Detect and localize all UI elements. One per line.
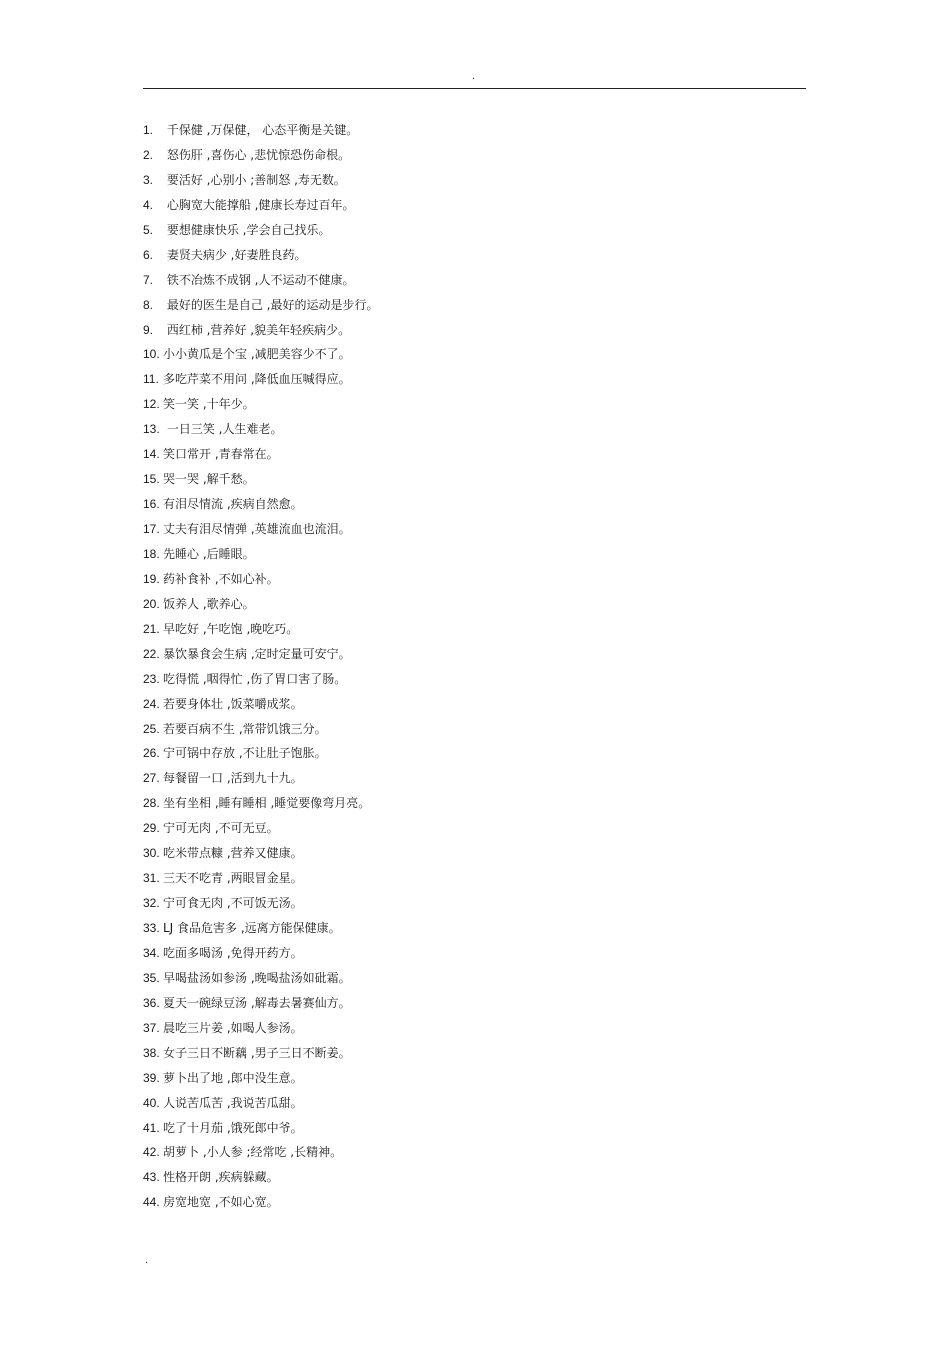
item-number: 9.	[143, 322, 154, 337]
item-text: 吃得慌 ,咽得忙 ,伤了胃口害了肠。	[163, 671, 347, 686]
item-number: 10.	[143, 347, 160, 362]
list-item	[143, 243, 378, 268]
item-text: 要想健康快乐 ,学会自己找乐。	[163, 222, 331, 237]
item-number: 30.	[143, 846, 160, 861]
list-item	[143, 1041, 378, 1066]
list-item	[143, 841, 378, 866]
item-text: 宁可无肉 ,不可无豆。	[163, 821, 279, 836]
item-text: 有泪尽情流 ,疾病自然愈。	[163, 497, 303, 512]
item-number: 27.	[143, 771, 160, 786]
list-item	[143, 168, 378, 193]
item-number: 28.	[143, 796, 160, 811]
item-number: 36.	[143, 995, 160, 1010]
item-text: 女子三日不断藕 ,男子三日不断姜。	[163, 1045, 351, 1060]
item-text: 宁可食无肉 ,不可饭无汤。	[163, 896, 303, 911]
list-item	[143, 268, 378, 293]
item-text: 若要百病不生 ,常带饥饿三分。	[163, 721, 327, 736]
item-number: 31.	[143, 871, 160, 886]
list-item	[143, 367, 378, 392]
proverb-list	[143, 118, 378, 1215]
list-item	[143, 617, 378, 642]
list-item	[143, 766, 378, 791]
list-item	[143, 966, 378, 991]
item-number: 42.	[143, 1145, 160, 1160]
item-text: 夏天一碗绿豆汤 ,解毒去暑赛仙方。	[163, 995, 351, 1010]
list-item	[143, 492, 378, 517]
item-text: 吃了十月茄 ,饿死郎中爷。	[163, 1120, 303, 1135]
item-number: 19.	[143, 571, 160, 586]
item-text: 千保健 ,万保健， 心态平衡是关键。	[163, 123, 359, 137]
item-number: 7.	[143, 272, 154, 287]
item-number: 14.	[143, 447, 160, 462]
header-mark: .	[472, 71, 476, 82]
list-item	[143, 392, 378, 417]
list-item	[143, 941, 378, 966]
item-number: 11.	[143, 372, 159, 387]
item-text: 西红柿 ,营养好 ,貌美年轻疾病少。	[163, 322, 351, 337]
list-item	[143, 791, 378, 816]
item-text: 药补食补 ,不如心补。	[163, 571, 279, 586]
list-item	[143, 342, 378, 367]
item-text: 最好的医生是自己 ,最好的运动是步行。	[163, 297, 379, 312]
item-text: 一日三笑 ,人生难老。	[163, 422, 283, 437]
item-text: 胡萝卜 ,小人参 ;经常吃 ,长精神。	[163, 1145, 343, 1160]
list-item	[143, 1016, 378, 1041]
item-text: 丈夫有泪尽情弹 ,英雄流血也流泪。	[163, 522, 351, 536]
item-text: 要活好 ,心别小 ;善制怒 ,寿无数。	[163, 172, 346, 187]
item-number: 22.	[143, 646, 160, 661]
item-text: 早喝盐汤如参汤 ,晚喝盐汤如砒霜。	[163, 970, 351, 985]
item-text: 坐有坐相 ,睡有睡相 ,睡觉要像弯月亮。	[163, 796, 371, 811]
header-rule	[143, 88, 806, 89]
item-number: 16.	[143, 497, 160, 512]
item-number: 4.	[143, 197, 154, 212]
item-number: 21.	[143, 621, 160, 636]
item-text: 铁不冶炼不成钢 ,人不运动不健康。	[163, 272, 355, 287]
list-item	[143, 118, 378, 143]
item-number: 26.	[143, 746, 160, 761]
item-text: 多吃芹菜不用问 ,降低血压喊得应。	[163, 372, 351, 387]
list-item	[143, 318, 378, 343]
item-text: 笑口常开 ,青春常在。	[163, 447, 279, 462]
item-number: 41.	[143, 1120, 160, 1135]
item-number: 5.	[143, 222, 154, 237]
item-number: 38.	[143, 1045, 160, 1060]
item-number: 40.	[143, 1095, 160, 1110]
item-number: 3.	[143, 172, 154, 187]
item-text: 饭养人 ,歌养心。	[163, 596, 255, 611]
item-number: 20.	[143, 596, 160, 611]
item-text: 人说苦瓜苦 ,我说苦瓜甜。	[163, 1095, 303, 1110]
item-text: 先睡心 ,后睡眼。	[163, 546, 255, 561]
item-text: LJ 食品危害多 ,远离方能保健康。	[163, 921, 341, 935]
item-number: 2.	[143, 147, 154, 162]
item-number: 39.	[143, 1070, 160, 1085]
item-text: 吃米带点糠 ,营养又健康。	[163, 846, 303, 861]
item-number: 37.	[143, 1020, 160, 1035]
item-number: 34.	[143, 945, 160, 960]
item-text: 笑一笑 ,十年少。	[163, 397, 255, 412]
item-number: 32.	[143, 896, 160, 911]
item-number: 17.	[143, 522, 160, 536]
item-text: 暴饮暴食会生病 ,定时定量可安宁。	[163, 646, 351, 661]
item-number: 25.	[143, 721, 160, 736]
item-number: 18.	[143, 546, 160, 561]
list-item	[143, 891, 378, 916]
list-item	[143, 816, 378, 841]
list-item	[143, 417, 378, 442]
item-number: 33.	[143, 921, 160, 935]
item-number: 15.	[143, 472, 160, 487]
list-item	[143, 1066, 378, 1091]
item-number: 23.	[143, 671, 160, 686]
item-text: 妻贤夫病少 ,好妻胜良药。	[163, 247, 307, 262]
item-number: 24.	[143, 696, 160, 711]
item-text: 哭一哭 ,解千愁。	[163, 472, 255, 487]
list-item	[143, 667, 378, 692]
list-item	[143, 1140, 378, 1165]
list-item	[143, 143, 378, 168]
item-text: 晨吃三片姜 ,如喝人参汤。	[163, 1020, 303, 1035]
list-item	[143, 741, 378, 766]
list-item	[143, 442, 378, 467]
list-item	[143, 866, 378, 891]
item-number: 8.	[143, 297, 154, 312]
list-item	[143, 1165, 378, 1190]
list-item	[143, 218, 378, 243]
list-item	[143, 517, 378, 542]
item-text: 早吃好 ,午吃饱 ,晚吃巧。	[163, 621, 299, 636]
list-item	[143, 293, 378, 318]
item-number: 44.	[143, 1195, 160, 1210]
list-item	[143, 916, 378, 941]
item-text: 吃面多喝汤 ,免得开药方。	[163, 945, 303, 960]
item-number: 43.	[143, 1170, 160, 1185]
list-item	[143, 467, 378, 492]
list-item	[143, 592, 378, 617]
list-item	[143, 642, 378, 667]
item-text: 若要身体壮 ,饭菜嚼成浆。	[163, 696, 303, 711]
item-text: 房宽地宽 ,不如心宽。	[163, 1195, 279, 1210]
list-item	[143, 567, 378, 592]
list-item	[143, 193, 378, 218]
item-text: 性格开朗 ,疾病躲藏。	[163, 1170, 279, 1185]
item-number: 29.	[143, 821, 160, 836]
list-item	[143, 1116, 378, 1141]
footer-mark: .	[145, 1255, 149, 1266]
item-text: 小小黄瓜是个宝 ,减肥美容少不了。	[163, 347, 351, 362]
item-text: 三天不吃青 ,两眼冒金星。	[163, 871, 303, 886]
list-item	[143, 692, 378, 717]
item-number: 13.	[143, 422, 160, 437]
item-number: 1.	[143, 123, 154, 137]
item-number: 6.	[143, 247, 154, 262]
list-item	[143, 717, 378, 742]
list-item	[143, 542, 378, 567]
item-text: 萝卜出了地 ,郎中没生意。	[163, 1070, 303, 1085]
item-number: 12.	[143, 397, 160, 412]
item-text: 每餐留一口 ,活到九十九。	[163, 771, 303, 786]
item-text: 怒伤肝 ,喜伤心 ,悲忧惊恐伤命根。	[163, 147, 351, 162]
list-item	[143, 1190, 378, 1215]
list-item	[143, 1091, 378, 1116]
item-text: 宁可锅中存放 ,不让肚子饱胀。	[163, 746, 327, 761]
list-item	[143, 991, 378, 1016]
item-number: 35.	[143, 970, 160, 985]
item-text: 心胸宽大能撑船 ,健康长寿过百年。	[163, 197, 355, 212]
